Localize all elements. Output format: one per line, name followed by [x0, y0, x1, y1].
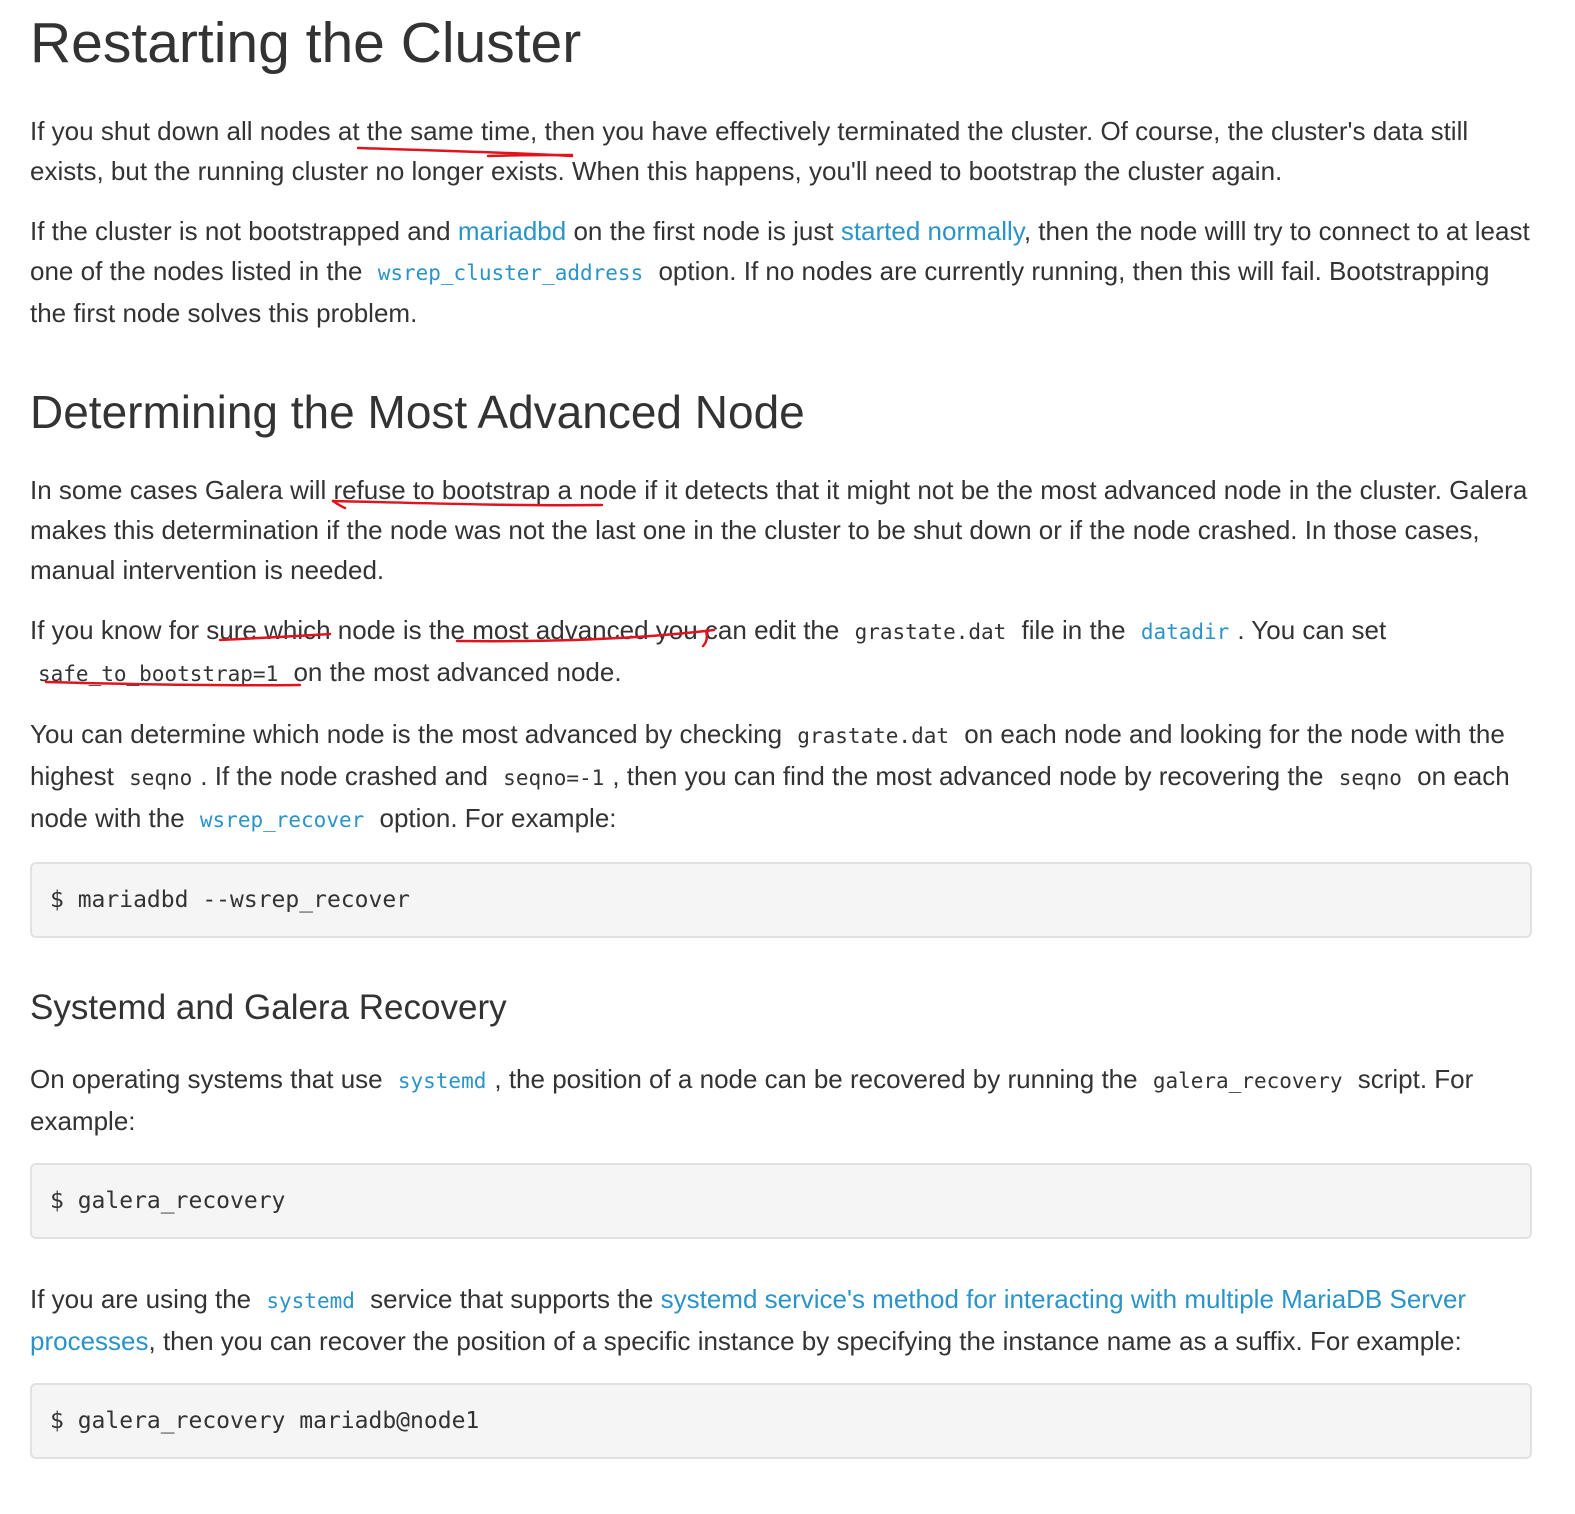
code-link-wsrep-cluster-address[interactable]: wsrep_cluster_address [377, 261, 644, 285]
text: If the cluster is not bootstrapped and [30, 216, 458, 246]
text: , the position of a node can be recovered by running the [494, 1064, 1145, 1094]
heading-most-advanced-node: Determining the Most Advanced Node [30, 386, 805, 438]
paragraph-systemd [30, 1059, 1532, 1141]
link-systemd-multiple-instances[interactable]: systemd service's method for interacting with multiple MariaDB Server processes [30, 1284, 1467, 1356]
article [30, 0, 1532, 1459]
link-mariadbd[interactable]: mariadbd [457, 216, 567, 246]
code-seqno: seqno [1338, 766, 1402, 790]
paragraph-refuse-bootstrap: In some cases Galera will refuse to bootstrap a node if it detects that it might not be the most advanced node in the cluster. Galera makes this determination if the node was not the last one in the cluster to be shut down or if the node crashed. In those cases, manual intervention is needed. [30, 475, 1528, 585]
text: script. For example: [30, 1064, 1474, 1136]
heading-systemd-recovery: Systemd and Galera Recovery [30, 988, 507, 1027]
text: option. For example: [372, 803, 617, 833]
text: on the first node is just [566, 216, 841, 246]
code-seqno-negative: seqno=-1 [503, 766, 605, 790]
code-seqno: seqno [129, 766, 193, 790]
code-grastate-dat: grastate.dat [797, 724, 949, 748]
text: . You can set [1237, 615, 1387, 645]
code-link-wsrep-recover[interactable]: wsrep_recover [199, 808, 365, 832]
paragraph-systemd-service [30, 1279, 1532, 1361]
paragraph-shutdown: If you shut down all nodes at the same time, then you have effectively terminated the cluster. Of course, the cluster's data still exists, but the running cluster no longer exists. When this happens, you'll need to bootstrap the cluster again. [30, 116, 1469, 186]
code-block-wsrep-recover[interactable]: $ mariadbd --wsrep_recover [30, 862, 1532, 938]
text: . If the node crashed and [200, 761, 496, 791]
text: on each node with the [30, 761, 1510, 833]
code-safe-to-bootstrap: safe_to_bootstrap=1 [38, 662, 279, 686]
text: On operating systems that use [30, 1064, 390, 1094]
code-block-galera-recovery[interactable]: $ galera_recovery [30, 1163, 1532, 1239]
text: file in the [1014, 615, 1133, 645]
text: on each node and looking for the node with the highest [30, 719, 1505, 791]
text: option. If no nodes are currently running, then this will fail. Bootstrapping the first node solves this problem. [30, 256, 1490, 328]
text: You can determine which node is the most advanced by checking [30, 719, 790, 749]
paragraph-grastate [30, 610, 1532, 694]
text: , then you can recover the position of a specific instance by specifying the instance name as a suffix. For example: [148, 1326, 1462, 1356]
text: on the most advanced node. [286, 657, 622, 687]
text: , then the node willl try to connect to at least one of the nodes listed in the [30, 216, 1530, 286]
text: service that supports the [362, 1284, 661, 1314]
paragraph-determine-advanced [30, 714, 1532, 840]
code-galera-recovery: galera_recovery [1152, 1069, 1343, 1093]
code-link-systemd[interactable]: systemd [266, 1289, 355, 1313]
code-link-datadir[interactable]: datadir [1140, 620, 1230, 644]
text: If you are using the [30, 1284, 259, 1314]
heading-restarting-cluster: Restarting the Cluster [30, 11, 582, 75]
text: If you know for sure which node is the most advanced you can edit the [30, 615, 847, 645]
code-link-systemd[interactable]: systemd [397, 1069, 487, 1093]
paragraph-not-bootstrapped [30, 211, 1532, 333]
code-block-galera-recovery-instance[interactable]: $ galera_recovery mariadb@node1 [30, 1383, 1532, 1459]
code-grastate-dat: grastate.dat [854, 620, 1007, 644]
link-started-normally[interactable]: started normally [840, 216, 1024, 246]
text: , then you can find the most advanced node by recovering the [612, 761, 1331, 791]
